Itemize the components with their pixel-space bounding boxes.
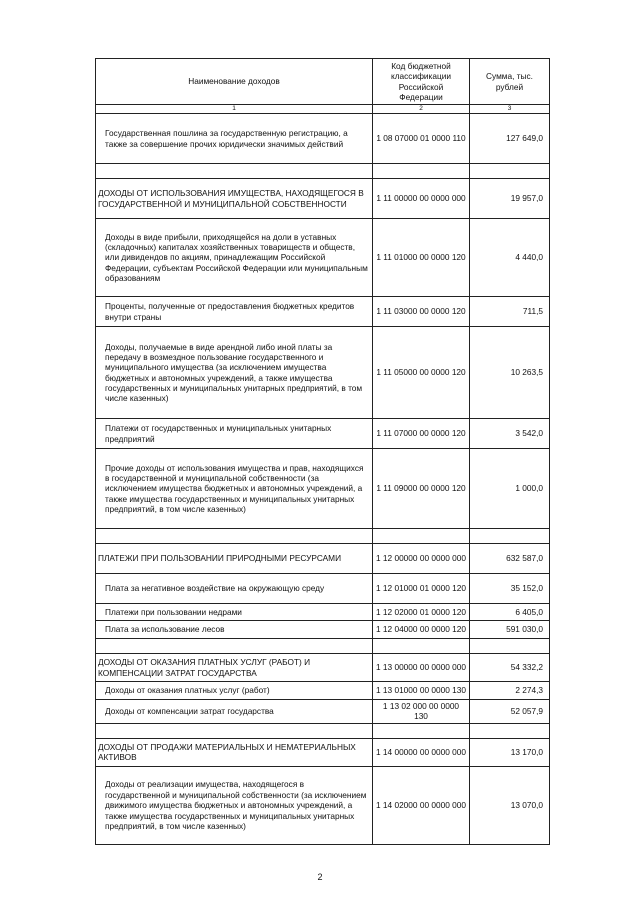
row-code: 1 11 00000 00 0000 000 [373,179,470,219]
row-code: 1 13 00000 00 0000 000 [373,654,470,682]
table-row [96,419,550,449]
table-row [96,114,550,164]
row-name: Доходы в виде прибыли, приходящейся на доли в уставных (складочных) капиталах хозяйственных товариществ и обществ, или дивидендов по акциям, принадлежащим Российской Федерации, субъектам Российской Федерации или муниципальным образованиям [96,219,373,297]
row-name: ДОХОДЫ ОТ ОКАЗАНИЯ ПЛАТНЫХ УСЛУГ (РАБОТ) И КОМПЕНСАЦИИ ЗАТРАТ ГОСУДАРСТВА [96,654,373,682]
table-row [96,682,550,700]
row-name: Прочие доходы от использования имущества и прав, находящихся в государственной и муниципальной собственности (за исключением имущества бюджетных и автономных учреждений, а также имущества государственных и муниципальных унитарных предприятий, в том числе казенных) [96,449,373,529]
row-name: Плата за использование лесов [96,621,373,639]
row-name: Государственная пошлина за государственную регистрацию, а также за совершение прочих юридически значимых действий [96,114,373,164]
header-num-2: 2 [373,105,470,114]
table-row [96,574,550,604]
row-sum: 4 440,0 [470,219,550,297]
table-row [96,297,550,327]
row-name: Плата за негативное воздействие на окружающую среду [96,574,373,604]
table-row [96,766,550,844]
row-name: Доходы, получаемые в виде арендной либо иной платы за передачу в возмездное пользование государственного и муниципального имущества (за исключением имущества бюджетных и автономных учреждений, а также имущества государственных и муниципальных унитарных предприятий, в том числе казенных) [96,327,373,419]
row-sum: 127 649,0 [470,114,550,164]
row-sum: 632 587,0 [470,544,550,574]
table-row [96,449,550,529]
table-row [96,544,550,574]
row-code: 1 12 02000 01 0000 120 [373,604,470,621]
row-sum: 1 000,0 [470,449,550,529]
row-name: Платежи от государственных и муниципальных унитарных предприятий [96,419,373,449]
row-code: 1 11 03000 00 0000 120 [373,297,470,327]
row-name: ДОХОДЫ ОТ ИСПОЛЬЗОВАНИЯ ИМУЩЕСТВА, НАХОДЯЩЕГОСЯ В ГОСУДАРСТВЕННОЙ И МУНИЦИПАЛЬНОЙ СОБСТВЕННОСТИ [96,179,373,219]
row-sum: 10 263,5 [470,327,550,419]
table-row [96,700,550,724]
row-code: 1 08 07000 01 0000 110 [373,114,470,164]
row-name: Доходы от реализации имущества, находящегося в государственной и муниципальной собственности (за исключением движимого имущества бюджетных и автономных учреждений, а также имущества государственных и муниципальных унитарных предприятий, в том числе казенных) [96,766,373,844]
row-code: 1 13 02 000 00 0000 130 [373,700,470,724]
header-num-1: 1 [96,105,373,114]
row-sum: 19 957,0 [470,179,550,219]
row-sum: 54 332,2 [470,654,550,682]
row-sum: 52 057,9 [470,700,550,724]
row-sum: 6 405,0 [470,604,550,621]
table-row [96,604,550,621]
table-row [96,738,550,766]
table-row [96,327,550,419]
row-name: ПЛАТЕЖИ ПРИ ПОЛЬЗОВАНИИ ПРИРОДНЫМИ РЕСУРСАМИ [96,544,373,574]
row-name: Проценты, полученные от предоставления бюджетных кредитов внутри страны [96,297,373,327]
row-sum: 35 152,0 [470,574,550,604]
row-name: Доходы от оказания платных услуг (работ) [96,682,373,700]
row-sum: 3 542,0 [470,419,550,449]
spacer-row [96,529,550,544]
spacer-row [96,639,550,654]
header-name: Наименование доходов [96,59,373,105]
row-sum: 711,5 [470,297,550,327]
row-code: 1 11 09000 00 0000 120 [373,449,470,529]
page-number: 2 [317,872,323,882]
row-code: 1 11 01000 00 0000 120 [373,219,470,297]
row-code: 1 14 02000 00 0000 000 [373,766,470,844]
row-code: 1 14 00000 00 0000 000 [373,738,470,766]
table-row [96,219,550,297]
table-row [96,654,550,682]
header-code: Код бюджетной классификации Российской Федерации [373,59,470,105]
row-code: 1 11 05000 00 0000 120 [373,327,470,419]
table-row [96,179,550,219]
row-code: 1 11 07000 00 0000 120 [373,419,470,449]
row-name: Доходы от компенсации затрат государства [96,700,373,724]
spacer-row [96,723,550,738]
table-row [96,621,550,639]
row-name: ДОХОДЫ ОТ ПРОДАЖИ МАТЕРИАЛЬНЫХ И НЕМАТЕРИАЛЬНЫХ АКТИВОВ [96,738,373,766]
header-sum: Сумма, тыс. рублей [470,59,550,105]
row-sum: 2 274,3 [470,682,550,700]
revenue-table [95,58,550,845]
row-sum: 591 030,0 [470,621,550,639]
row-name: Платежи при пользовании недрами [96,604,373,621]
row-code: 1 13 01000 00 0000 130 [373,682,470,700]
row-sum: 13 170,0 [470,738,550,766]
row-code: 1 12 04000 00 0000 120 [373,621,470,639]
spacer-row [96,164,550,179]
row-sum: 13 070,0 [470,766,550,844]
header-num-3: 3 [470,105,550,114]
row-code: 1 12 01000 01 0000 120 [373,574,470,604]
row-code: 1 12 00000 00 0000 000 [373,544,470,574]
